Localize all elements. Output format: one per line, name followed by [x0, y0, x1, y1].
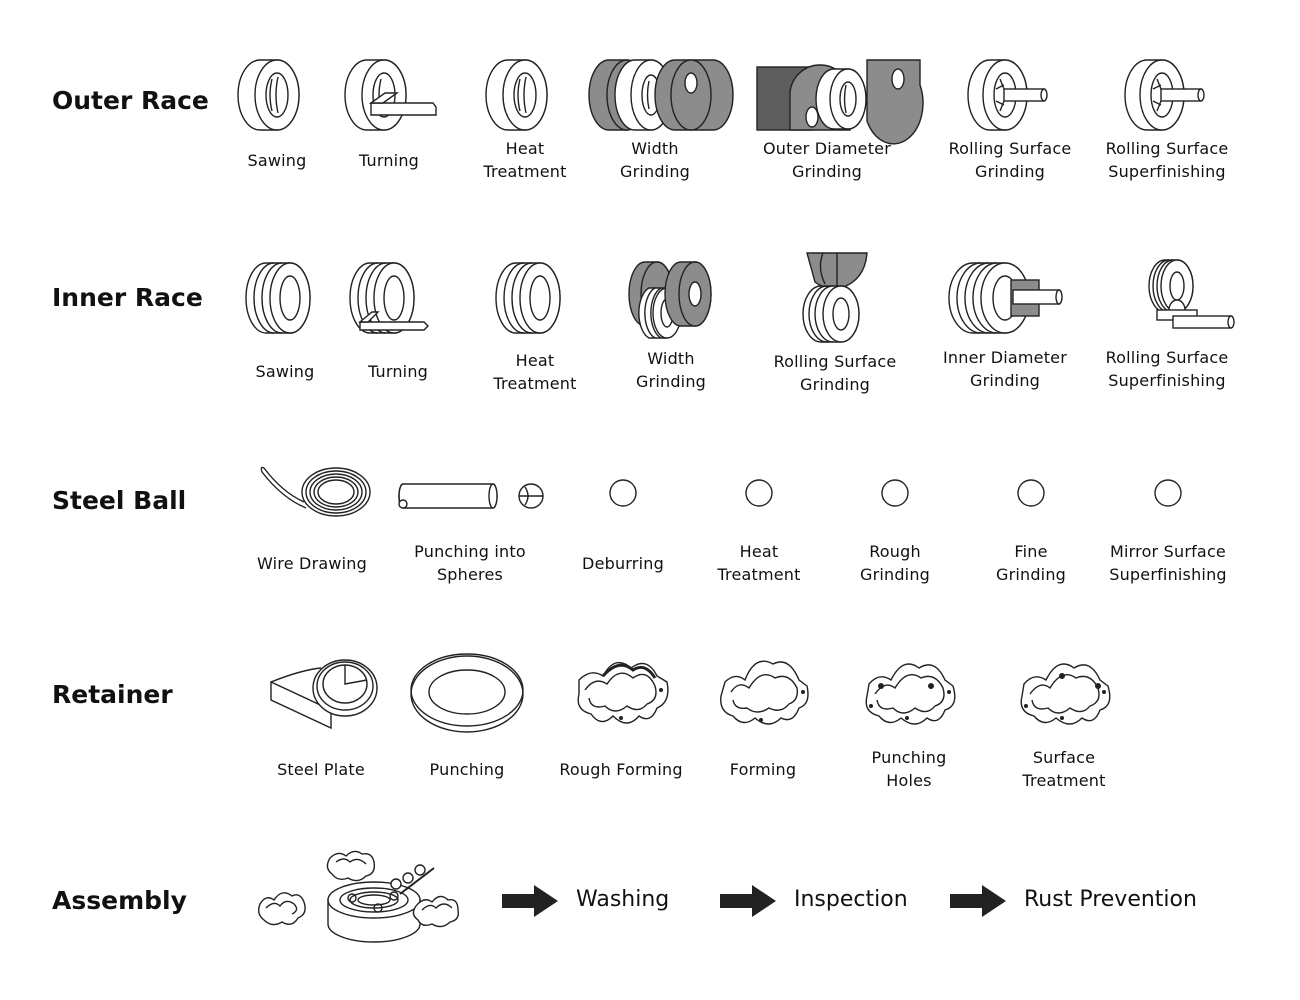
step-label: Turning — [367, 362, 429, 381]
retainer-step-steel-plate — [246, 650, 396, 781]
inner-race-step-rolling-surface-grinding — [760, 252, 910, 396]
ring-spindle-icon — [1117, 55, 1217, 135]
step-label: Rolling Surface Superfinishing — [1105, 139, 1229, 181]
inner-race-step-turning — [323, 258, 473, 383]
width-grinding-icon — [595, 55, 715, 135]
arrow-icon — [500, 884, 560, 918]
inner-diameter-grinding-icon — [945, 258, 1065, 338]
ball-icon — [593, 462, 653, 522]
outer-diameter-grinding-icon — [752, 55, 922, 135]
retainer-step-punching — [392, 650, 542, 781]
step-label: Heat Treatment — [717, 542, 801, 584]
row-title-inner-race: Inner Race — [52, 283, 203, 312]
step-label: Sawing — [247, 151, 307, 170]
steel-ball-step-deburring — [548, 462, 698, 575]
bearing-assembly-icon — [252, 848, 467, 944]
step-label: Surface Treatment — [1022, 748, 1106, 790]
step-label: Steel Plate — [277, 760, 365, 779]
inner-race-step-inner-diameter-grinding — [930, 258, 1080, 392]
superfinishing-icon — [1117, 258, 1217, 338]
retainer-icon — [1004, 650, 1124, 730]
step-label: Inner Diameter Grinding — [942, 348, 1067, 390]
steel-ball-step-fine-grinding — [956, 462, 1106, 586]
ring-icon — [480, 55, 570, 135]
step-label: Rolling Surface Grinding — [773, 352, 897, 394]
retainer-step-punching-holes — [834, 650, 984, 792]
outer-race-step-outer-diameter-grinding — [752, 55, 902, 183]
ball-icon — [1001, 462, 1061, 522]
ball-icon — [1138, 462, 1198, 522]
outer-race-step-width-grinding — [580, 55, 730, 183]
row-title-retainer: Retainer — [52, 680, 173, 709]
retainer-icon — [703, 650, 823, 730]
step-label: Punching Holes — [871, 748, 947, 790]
step-label: Fine Grinding — [995, 542, 1067, 584]
ball-icon — [729, 462, 789, 522]
step-label: Punching — [429, 760, 505, 779]
grooved-ring-icon — [240, 258, 330, 338]
arrow-icon — [948, 884, 1008, 918]
outer-race-step-rolling-surface-grinding — [935, 55, 1085, 183]
step-label: Width Grinding — [619, 139, 691, 181]
ring-spindle-icon — [960, 55, 1060, 135]
step-label: Mirror Surface Superfinishing — [1109, 542, 1227, 584]
step-label: Outer Diameter Grinding — [762, 139, 891, 181]
retainer-step-surface-treatment — [989, 650, 1139, 792]
wire-coil-icon — [252, 462, 372, 522]
outer-race-step-rolling-surface-superfinishing — [1092, 55, 1242, 183]
step-label: Wire Drawing — [256, 554, 367, 573]
assembly-step-washing: Washing — [576, 887, 670, 912]
inner-race-step-rolling-surface-superfinishing — [1092, 258, 1242, 392]
rod-sphere-icon — [395, 462, 545, 522]
steel-ball-step-rough-grinding — [820, 462, 970, 586]
step-label: Deburring — [582, 554, 664, 573]
row-title-outer-race: Outer Race — [52, 86, 209, 115]
step-label: Width Grinding — [635, 349, 707, 391]
row-title-assembly: Assembly — [52, 886, 187, 915]
inner-race-step-heat-treatment — [460, 258, 610, 395]
step-label: Heat Treatment — [493, 351, 577, 393]
rolling-grinding-icon — [785, 252, 885, 342]
step-label: Sawing — [255, 362, 315, 381]
grooved-ring-icon — [490, 258, 580, 338]
outer-race-step-heat-treatment — [450, 55, 600, 183]
steel-ball-step-heat-treatment — [684, 462, 834, 586]
steel-ball-step-mirror-surface-superfinishing — [1093, 462, 1243, 586]
retainer-icon — [849, 650, 969, 730]
outer-race-step-turning — [314, 55, 464, 172]
retainer-icon — [561, 650, 681, 730]
step-label: Rough Forming — [559, 760, 683, 779]
width-grinding-icon — [621, 258, 721, 338]
step-label: Forming — [729, 760, 797, 779]
ball-icon — [865, 462, 925, 522]
flat-ring-icon — [407, 650, 527, 730]
row-title-steel-ball: Steel Ball — [52, 486, 187, 515]
ring-turning-icon — [339, 55, 439, 135]
grooved-ring-turning-icon — [348, 258, 448, 338]
steel-ball-step-wire-drawing — [237, 462, 387, 575]
arrow-icon — [718, 884, 778, 918]
steel-ball-step-punching-into-spheres — [395, 462, 545, 586]
assembly-step-rust-prevention: Rust Prevention — [1024, 887, 1197, 912]
retainer-step-rough-forming — [546, 650, 696, 781]
step-label: Rolling Surface Grinding — [948, 139, 1072, 181]
assembly-step-inspection: Inspection — [794, 887, 908, 912]
step-label: Heat Treatment — [483, 139, 567, 181]
ring-icon — [232, 55, 322, 135]
steel-coil-icon — [261, 650, 381, 730]
step-label: Turning — [358, 151, 420, 170]
step-label: Punching into Spheres — [414, 542, 526, 584]
retainer-step-forming — [688, 650, 838, 781]
step-label: Rolling Surface Superfinishing — [1105, 348, 1229, 390]
step-label: Rough Grinding — [859, 542, 931, 584]
inner-race-step-width-grinding — [596, 258, 746, 393]
